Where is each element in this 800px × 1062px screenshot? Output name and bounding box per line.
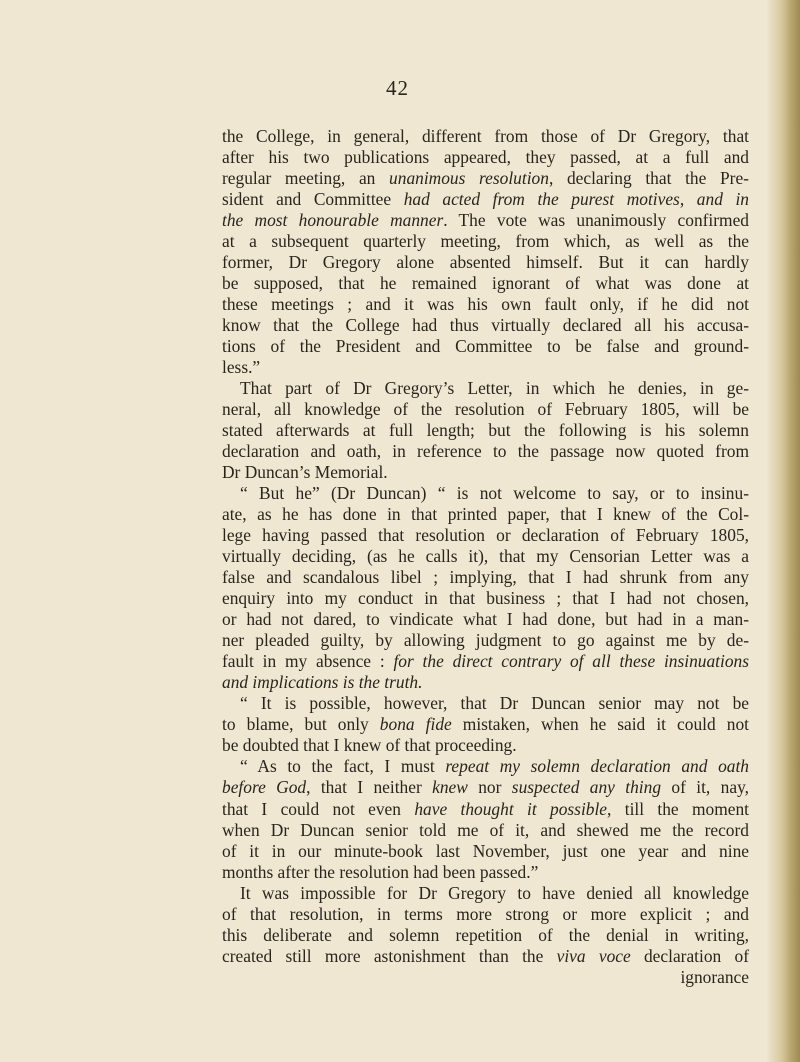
text-line	[222, 231, 749, 252]
text-line	[222, 126, 749, 147]
text-line	[222, 946, 749, 967]
text-line	[222, 714, 749, 735]
text-line	[222, 315, 749, 336]
text-line	[222, 672, 749, 693]
text-run: “ But he” (Dr Duncan) “ is not welcome to say, or to insinu-	[240, 483, 749, 504]
text-run: . The vote was unanimously confirmed	[443, 210, 749, 231]
italic-text-run: the most honourable manner	[222, 210, 444, 231]
text-line	[222, 147, 749, 168]
text-line	[222, 336, 749, 357]
italic-text-run: and implications is the truth.	[222, 672, 423, 693]
text-line	[222, 651, 749, 672]
text-run: ate, as he has done in that printed paper, that I knew of the Col-	[222, 504, 749, 525]
text-run: ignorance	[680, 966, 749, 987]
italic-text-run: viva voce	[556, 945, 631, 966]
text-run: the College, in general, different from those of Dr Gregory, that	[222, 126, 749, 146]
text-run: created still more astonishment than the	[222, 945, 557, 966]
italic-text-run: unanimous resolution	[389, 168, 549, 189]
italic-text-run: suspected any thing	[511, 777, 662, 798]
text-line	[222, 735, 749, 756]
text-run: former, Dr Gregory alone absented himself. But it can hardly	[222, 252, 749, 273]
text-run: or had not dared, to vindicate what I had done, but had in a man-	[222, 609, 749, 630]
text-run: of it, nay,	[661, 777, 749, 798]
text-run: Dr Duncan’s Memorial.	[222, 462, 388, 483]
text-run: of it in our minute-book last November, just one year and nine	[222, 840, 749, 861]
text-line	[222, 904, 749, 925]
text-run: ner pleaded guilty, by allowing judgment to go against me by de-	[222, 630, 749, 651]
text-line	[222, 609, 749, 630]
text-run: to blame, but only	[222, 714, 380, 735]
text-run: , declaring that the Pre-	[548, 168, 749, 189]
text-run: It was impossible for Dr Gregory to have denied all knowledge	[240, 882, 749, 903]
text-line	[222, 925, 749, 946]
text-line	[222, 862, 749, 883]
text-run: months after the resolution had been passed.”	[222, 861, 539, 882]
text-run: at a subsequent quarterly meeting, from which, as well as the	[222, 231, 749, 252]
text-line	[222, 525, 749, 546]
italic-text-run: repeat my solemn declaration and oath	[445, 756, 749, 777]
text-run: mistaken, when he said it could not	[451, 714, 749, 735]
page-edge-shadow	[766, 0, 800, 1062]
text-run: know that the College had thus virtually declared all his accusa-	[222, 315, 749, 336]
text-run: declaration of	[630, 945, 749, 966]
text-run: of that resolution, in terms more strong or more explicit ; and	[222, 903, 749, 924]
text-line	[222, 462, 749, 483]
text-line	[222, 820, 749, 841]
text-run: ,	[679, 189, 697, 210]
text-run: after his two publications appeared, they passed, at a full and	[222, 147, 749, 168]
text-run: this deliberate and solemn repetition of the denial in writing,	[222, 924, 749, 945]
text-line	[222, 567, 749, 588]
body-text	[222, 126, 749, 988]
text-line	[222, 630, 749, 651]
text-line	[222, 378, 749, 399]
text-run: that I could not even	[222, 798, 415, 819]
text-run: false and scandalous libel ; implying, that I had shrunk from any	[222, 567, 749, 588]
text-run: tions of the President and Committee to be false and ground-	[222, 336, 749, 357]
italic-text-run: and in	[696, 189, 750, 210]
text-run: sident and Committee	[222, 189, 404, 210]
italic-text-run: for the direct contrary of all these insinuations	[393, 651, 749, 672]
text-run: less.”	[222, 357, 261, 378]
text-run: “ As to the fact, I must	[240, 756, 446, 777]
text-run: neral, all knowledge of the resolution of February 1805, will be	[222, 399, 749, 420]
text-run: fault in my absence :	[222, 651, 394, 672]
text-line	[222, 483, 749, 504]
italic-text-run: bona fide	[379, 714, 452, 735]
text-line	[222, 841, 749, 862]
text-line	[222, 693, 749, 714]
text-line	[222, 168, 749, 189]
text-line	[222, 252, 749, 273]
text-run: be supposed, that he remained ignorant of what was done at	[222, 273, 749, 294]
text-run: , that I neither	[306, 777, 433, 798]
text-run: regular meeting, an	[222, 168, 390, 189]
text-run: stated afterwards at full length; but the following is his solemn	[222, 420, 749, 441]
italic-text-run: have thought it possible	[414, 798, 608, 819]
text-line	[222, 504, 749, 525]
italic-text-run: knew	[432, 777, 468, 798]
text-line	[222, 273, 749, 294]
text-run: be doubted that I knew of that proceeding.	[222, 735, 517, 756]
text-run: “ It is possible, however, that Dr Duncan senior may not be	[240, 693, 749, 714]
text-line	[222, 294, 749, 315]
text-run: virtually deciding, (as he calls it), that my Censorian Letter was a	[222, 546, 749, 567]
text-run: declaration and oath, in reference to the passage now quoted from	[222, 441, 749, 462]
text-line	[222, 588, 749, 609]
text-line	[222, 756, 749, 777]
text-line	[222, 420, 749, 441]
text-run: That part of Dr Gregory’s Letter, in which he denies, in ge-	[240, 378, 749, 399]
text-line	[222, 546, 749, 567]
text-run: , till the moment	[607, 798, 750, 819]
text-run: these meetings ; and it was his own fault only, if he did not	[222, 294, 749, 315]
text-line	[222, 399, 749, 420]
text-run: when Dr Duncan senior told me of it, and shewed me the record	[222, 819, 749, 840]
text-line	[222, 210, 749, 231]
text-run: nor	[467, 777, 512, 798]
text-line	[222, 441, 749, 462]
italic-text-run: had acted from the purest motives	[403, 189, 680, 210]
text-run: enquiry into my conduct in that business ; that I had not chosen,	[222, 588, 749, 609]
text-line	[222, 189, 749, 210]
text-line	[222, 883, 749, 904]
page-number: 42	[386, 76, 409, 100]
italic-text-run: before God	[222, 777, 307, 798]
text-run: lege having passed that resolution or declaration of February 1805,	[222, 525, 749, 546]
text-line	[222, 799, 749, 820]
text-line	[222, 967, 749, 988]
text-line	[222, 777, 749, 798]
text-line	[222, 357, 749, 378]
